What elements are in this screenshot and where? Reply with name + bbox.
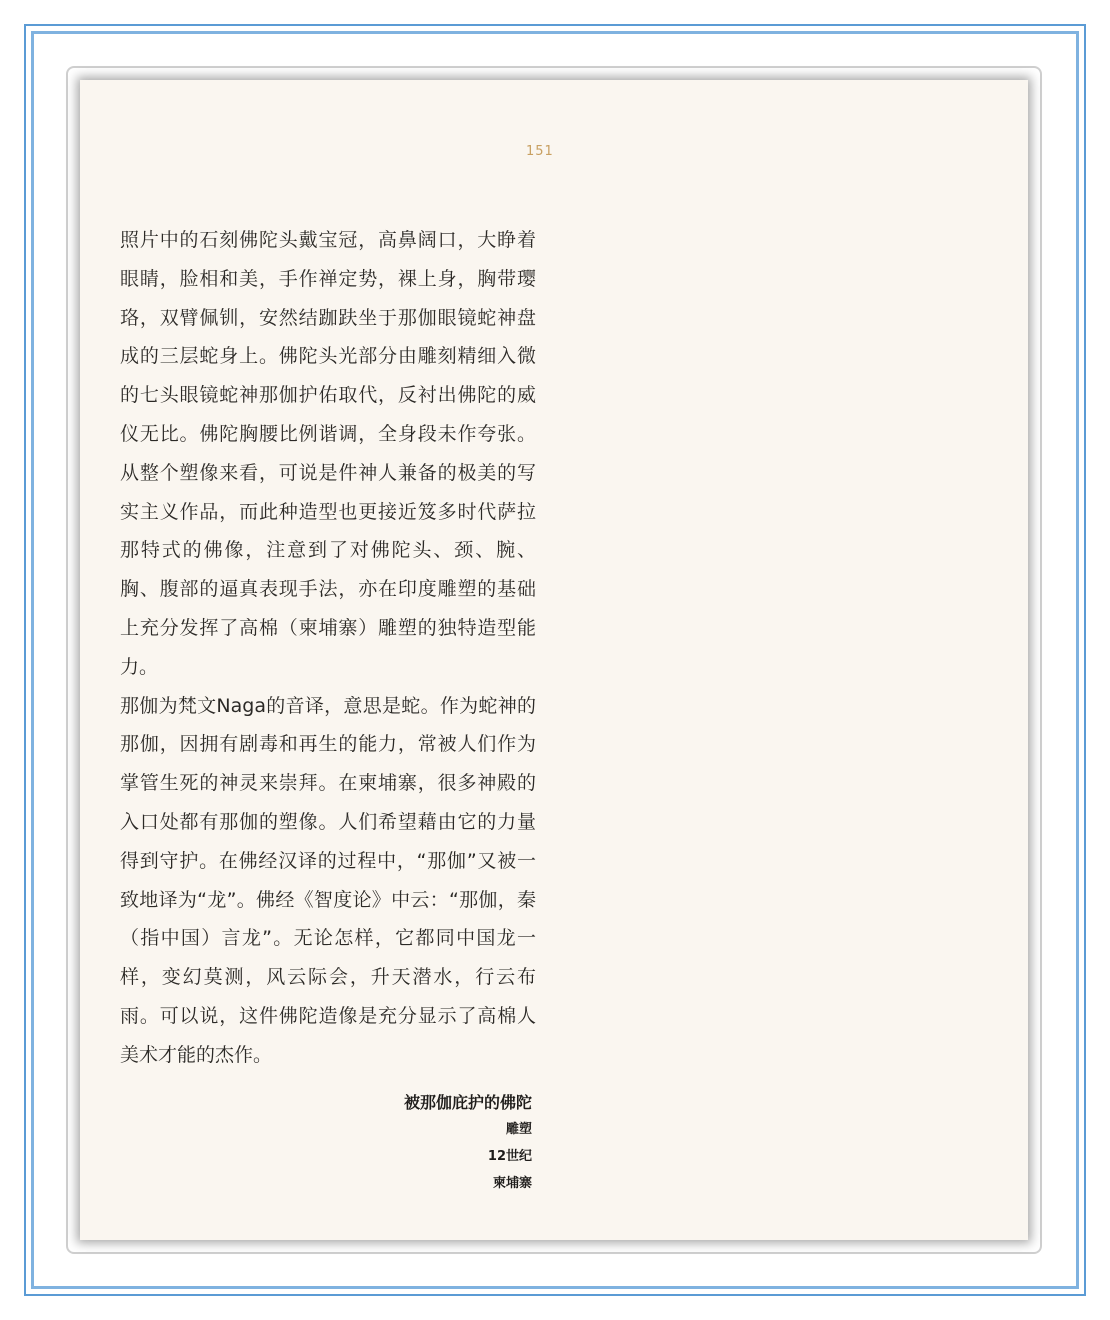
artwork-caption — [404, 1090, 532, 1197]
caption-title: 被那伽庇护的佛陀 — [403, 1093, 532, 1112]
caption-place: 柬埔寨 — [492, 1176, 532, 1191]
body-text — [120, 221, 536, 1075]
caption-period: 12世纪 — [487, 1149, 532, 1164]
paragraph-2: 那伽为梵文Naga的音译，意思是蛇。作为蛇神的那伽，因拥有剧毒和再生的能力，常被人们作为掌管生死的神灵来崇拜。在柬埔寨，很多神殿的入口处都有那伽的塑像。人们希望藉由它的力量得到守护。在佛经汉译的过程中，“那伽”又被一致地译为“龙”。佛经《智度论》中云：“那伽，秦（指中国）言龙”。无论怎样，它都同中国龙一样，变幻莫测，风云际会，升天潜水，行云布雨。可以说，这件佛陀造像是充分显示了高棉人美术才能的杰作。 — [120, 694, 536, 1066]
page-number: 151 — [526, 144, 554, 159]
book-page — [80, 80, 1028, 1240]
paragraph-1: 照片中的石刻佛陀头戴宝冠，高鼻阔口，大睁着眼睛，脸相和美，手作禅定势，裸上身，胸带璎珞，双臂佩钏，安然结跏趺坐于那伽眼镜蛇神盘成的三层蛇身上。佛陀头光部分由雕刻精细入微的七头眼镜蛇神那伽护佑取代，反衬出佛陀的威仪无比。佛陀胸腰比例谐调，全身段未作夸张。从整个塑像来看，可说是件神人兼备的极美的写实主义作品，而此种造型也更接近笈多时代萨拉那特式的佛像，注意到了对佛陀头、颈、腕、胸、腹部的逼真表现手法，亦在印度雕塑的基础上充分发挥了高棉（柬埔寨）雕塑的独特造型能力。 — [120, 229, 536, 678]
caption-medium: 雕塑 — [505, 1122, 532, 1137]
